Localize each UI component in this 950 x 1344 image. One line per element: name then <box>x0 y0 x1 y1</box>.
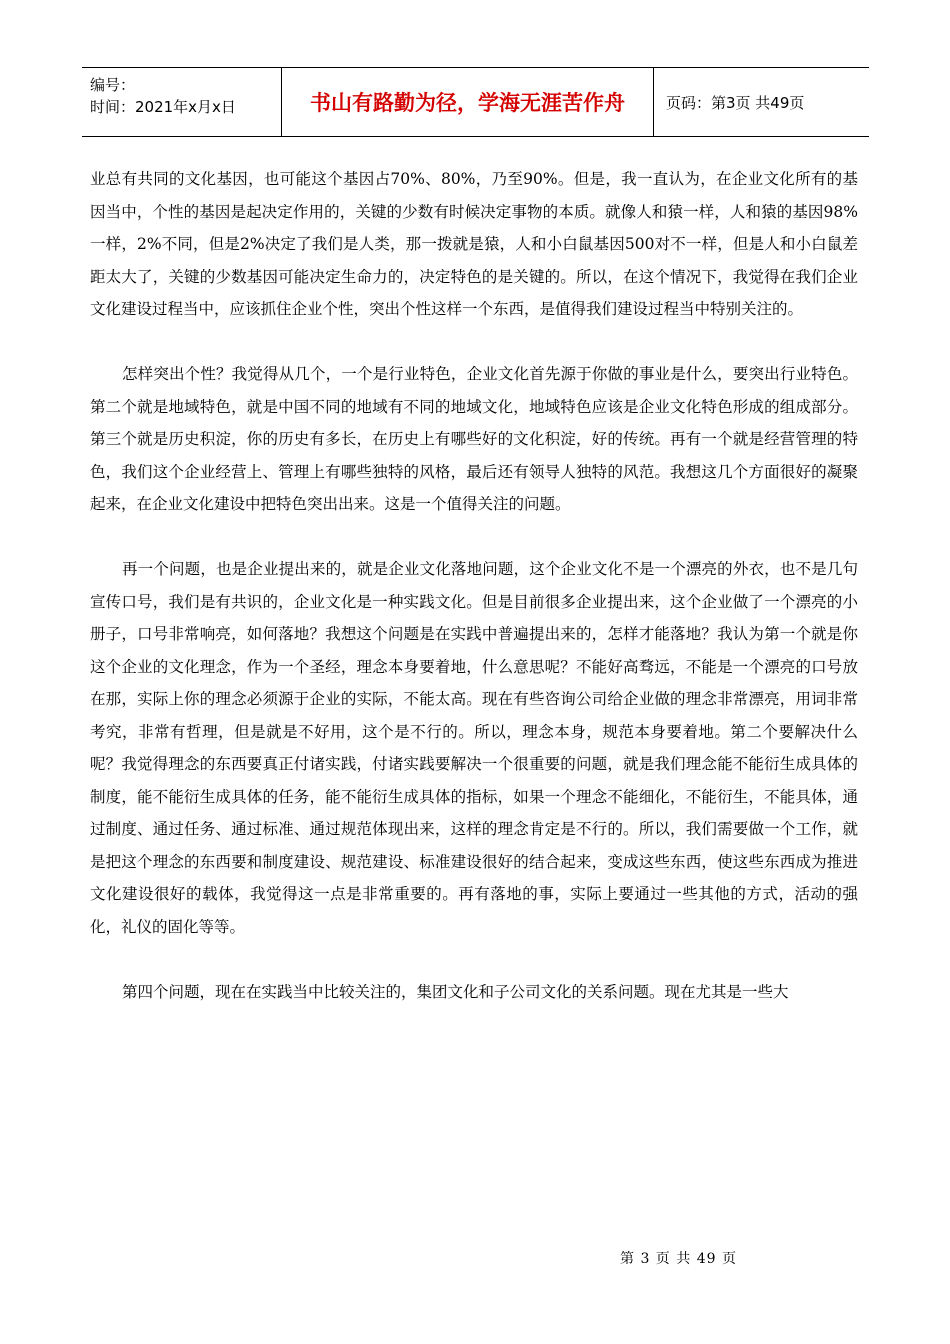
header-motto-cell <box>282 68 654 136</box>
date-line: 时间：2021年x月x日 <box>90 98 236 116</box>
motto-text: 书山有路勤为径，学海无涯苦作舟 <box>310 91 625 115</box>
page-footer: 第 3 页 共 49 页 <box>620 1251 737 1267</box>
paragraph-personality: 怎样突出个性？我觉得从几个，一个是行业特色，企业文化首先源于你做的事业是什么，要突出行业特色。第二个就是地域特色，就是中国不同的地域有不同的地域文化，地域特色应该是企业文化特色形成的组成部分。第三个就是历史积淀，你的历史有多长，在历史上有哪些好的文化积淀，好的传统。再有一个就是经营管理的特色，我们这个企业经营上、管理上有哪些独特的风格，最后还有领导人独特的风范。我想这几个方面很好的凝聚起来，在企业文化建设中把特色突出出来。这是一个值得关注的问题。 <box>90 365 858 513</box>
paragraph-culture-landing: 再一个问题，也是企业提出来的，就是企业文化落地问题，这个企业文化不是一个漂亮的外衣，也不是几句宣传口号，我们是有共识的，企业文化是一种实践文化。但是目前很多企业提出来，这个企业做了一个漂亮的小册子，口号非常响亮，如何落地？我想这个问题是在实践中普遍提出来的，怎样才能落地？我认为第一个就是你这个企业的文化理念，作为一个圣经，理念本身要着地，什么意思呢？不能好高骛远，不能是一个漂亮的口号放在那，实际上你的理念必须源于企业的实际，不能太高。现在有些咨询公司给企业做的理念非常漂亮，用词非常考究，非常有哲理，但是就是不好用，这个是不行的。所以，理念本身，规范本身要着地。第二个要解决什么呢？我觉得理念的东西要真正付诸实践，付诸实践要解决一个很重要的问题，就是我们理念能不能衍生成具体的制度，能不能衍生成具体的任务，能不能衍生成具体的指标，如果一个理念不能细化，不能衍生，不能具体，通过制度、通过任务、通过标准、通过规范体现出来，这样的理念肯定是不行的。所以，我们需要做一个工作，就是把这个理念的东西要和制度建设、规范建设、标准建设很好的结合起来，变成这些东西，使这些东西成为推进文化建设很好的载体，我觉得这一点是非常重要的。再有落地的事，实际上要通过一些其他的方式，活动的强化，礼仪的固化等等。 <box>90 560 858 936</box>
paragraph-continuation: 业总有共同的文化基因，也可能这个基因占70%、80%，乃至90%。但是，我一直认为，在企业文化所有的基因当中，个性的基因是起决定作用的，关键的少数有时候决定事物的本质。就像人和猿一样，人和猿的基因98%一样，2%不同，但是2%决定了我们是人类，那一拨就是猿，人和小白鼠基因500对不一样，但是人和小白鼠差距太大了，关键的少数基因可能决定生命力的，决定特色的是关键的。所以，在这个情况下，我觉得在我们企业文化建设过程当中，应该抓住企业个性，突出个性这样一个东西，是值得我们建设过程当中特别关注的。 <box>90 170 858 318</box>
paragraph-group-culture: 第四个问题，现在在实践当中比较关注的，集团文化和子公司文化的关系问题。现在尤其是一些大 <box>122 982 789 1001</box>
serial-number-label: 编号： <box>90 76 136 94</box>
document-body <box>90 163 858 1008</box>
header-meta-cell <box>82 68 282 136</box>
page-info-text: 页码：第3页 共49页 <box>666 93 805 112</box>
document-header <box>82 67 869 137</box>
header-page-cell <box>654 68 869 136</box>
